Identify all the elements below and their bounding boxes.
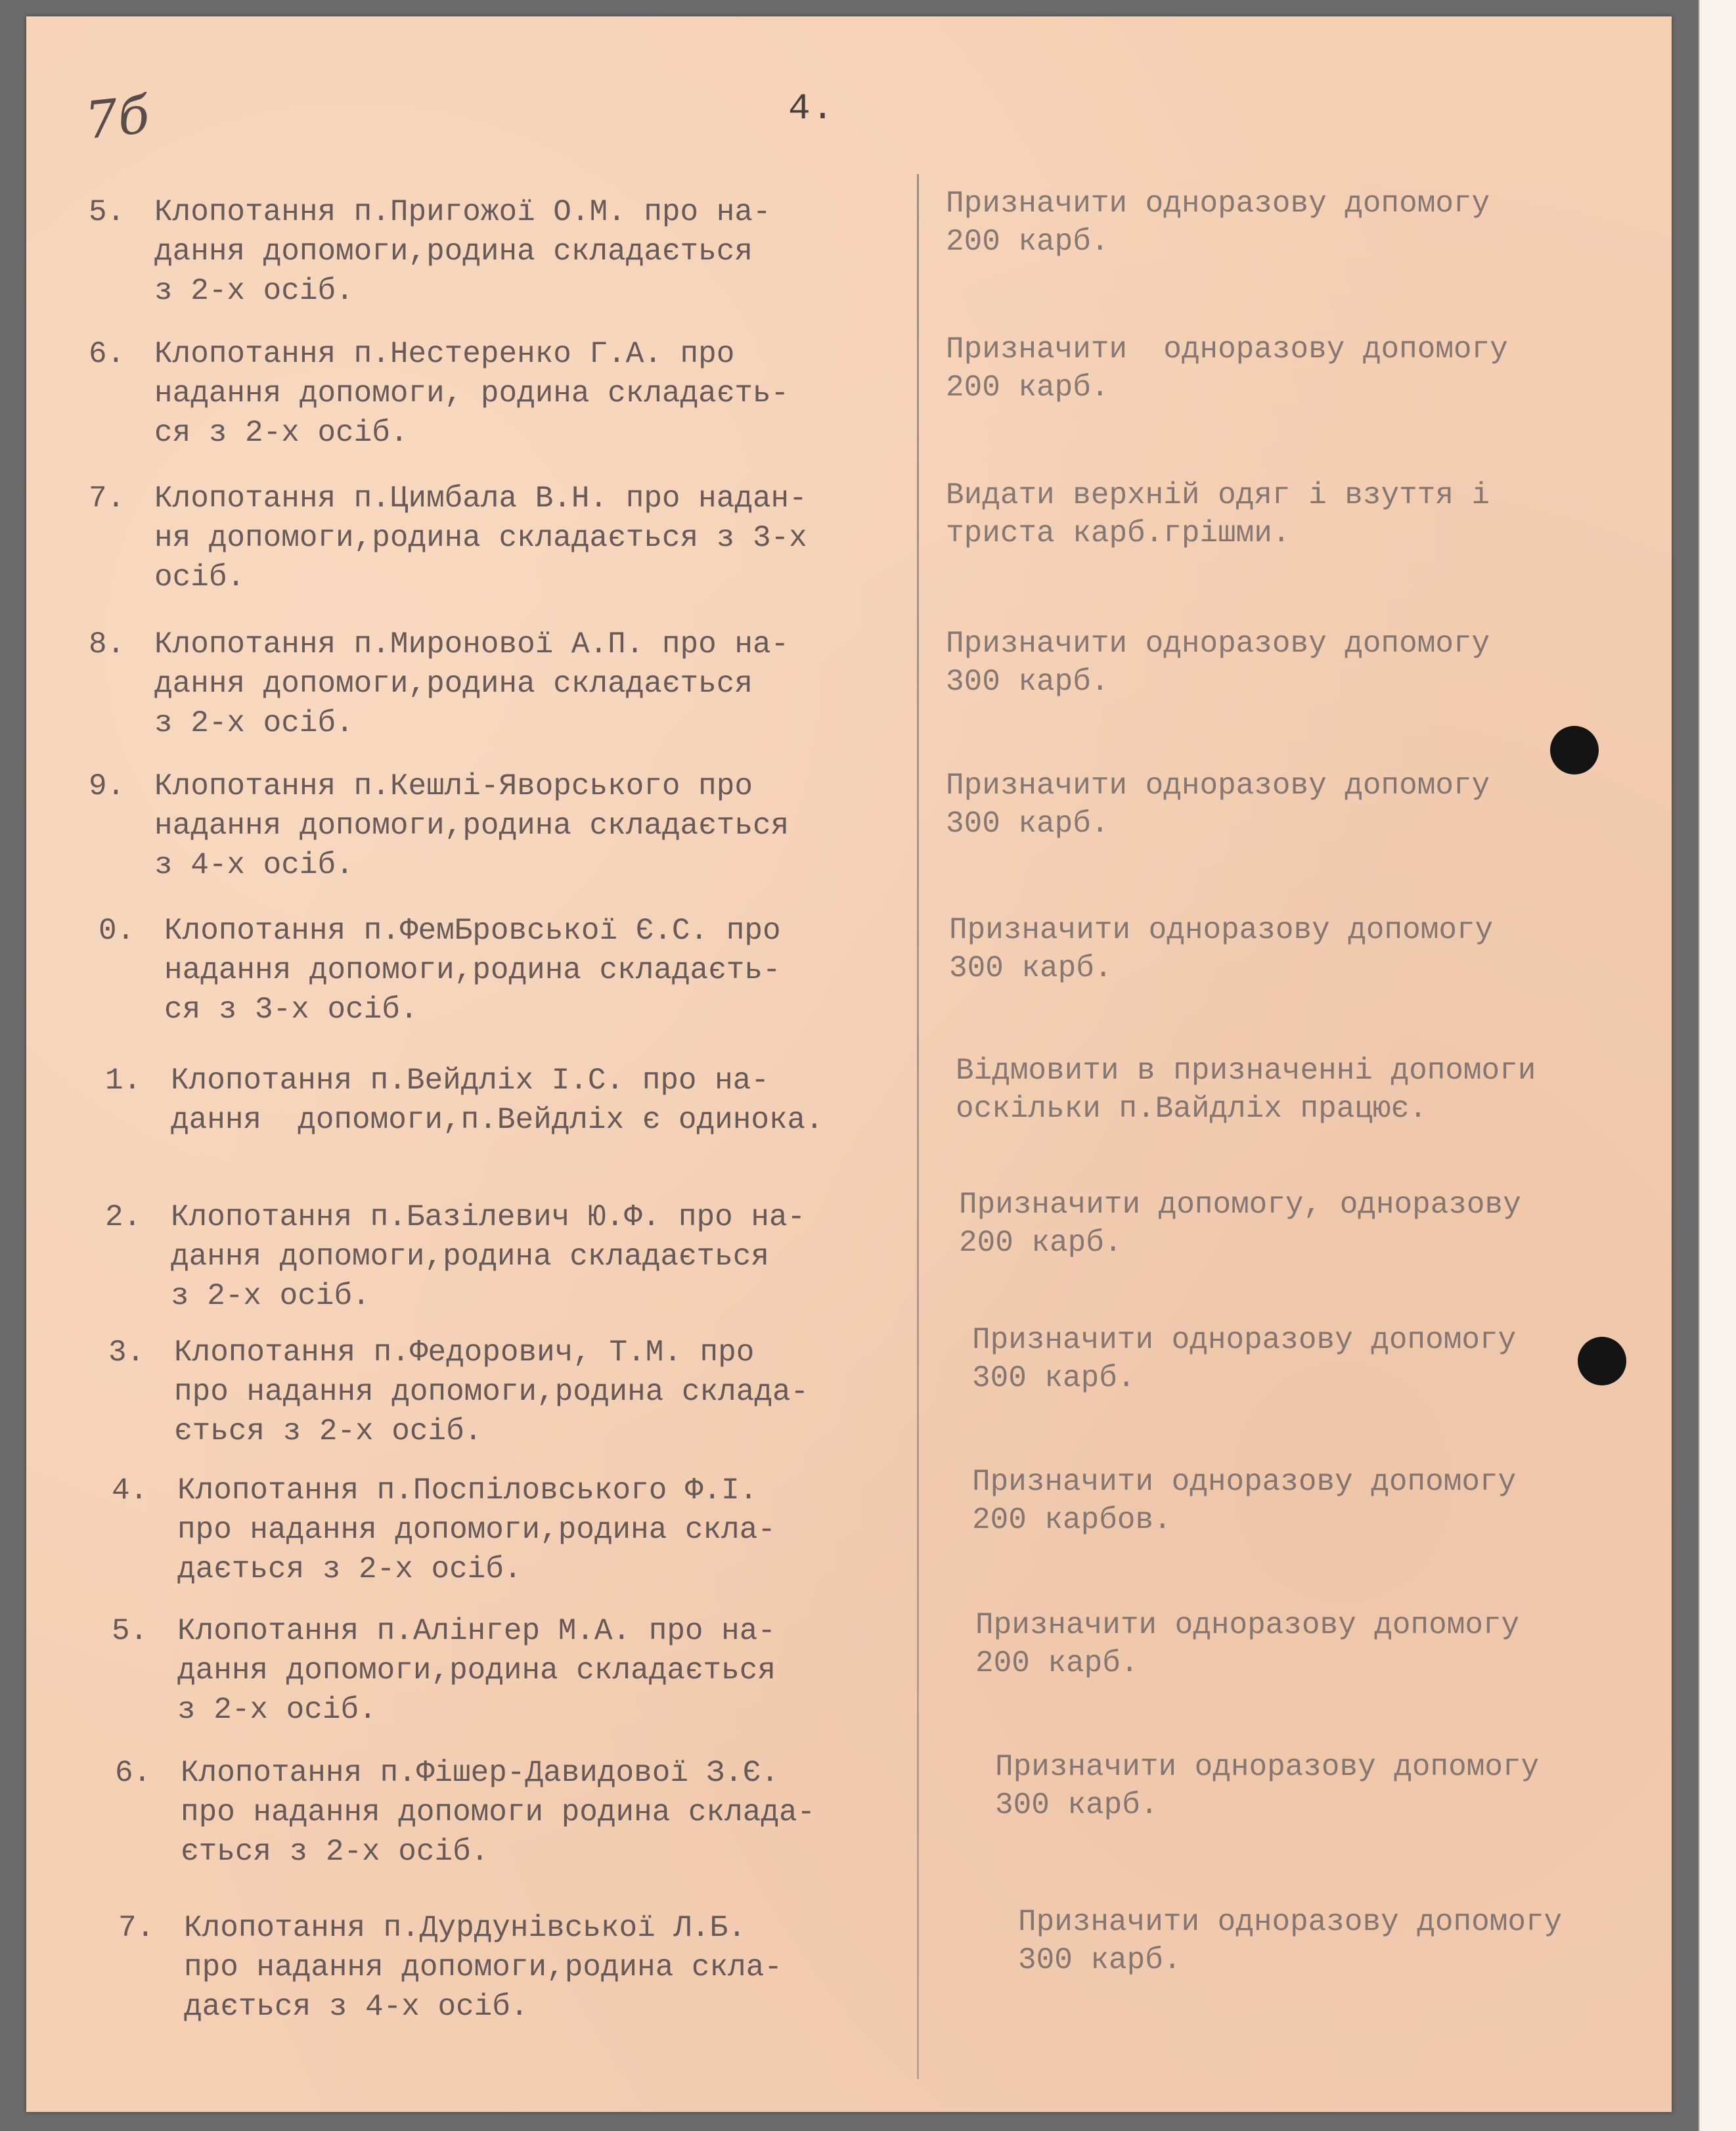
list-item [89,192,771,350]
item-decision: Призначити одноразову допомогу 200 карбов. [972,1465,1517,1537]
list-item [105,1061,824,1219]
item-decision: Відмовити в призначенні допомоги оскільки п.Вайдліх працює. [956,1054,1536,1126]
item-decision: Призначити одноразову допомогу 300 карб. [995,1750,1540,1822]
item-request-text: Клопотання п.Поспіловського Ф.І. про надання допомоги,родина скла- дається з 2-х осіб. [177,1473,776,1586]
item-number: 7. [89,482,125,516]
item-number: 5. [89,195,125,229]
item-number: 3. [108,1335,145,1370]
item-request-text: Клопотання п.Пригожої О.М. про на- дання допомоги,родина складається з 2-х осіб. [154,195,771,308]
list-item [118,1908,782,2066]
item-request-text: Клопотання п.ФемБровської Є.С. про надання допомоги,родина складаєть- ся з 3-х осіб. [164,914,781,1027]
item-number: 7. [118,1911,155,1945]
list-item [89,767,790,924]
item-decision: Призначити одноразову допомогу 300 карб. [972,1323,1517,1395]
item-request-text: Клопотання п.Базілевич Ю.Ф. про на- дання допомоги,родина складається з 2-х осіб. [171,1200,806,1313]
list-item [89,625,790,782]
item-decision: Призначити одноразову допомогу 300 карб. [946,769,1490,841]
item-request-text: Клопотання п.Федорович, Т.М. про про надання допомоги,родина склада- ється з 2-х осіб. [174,1335,809,1448]
list-item [108,1333,809,1491]
item-request-text: Клопотання п.Вейдліх І.С. про на- дання допомоги,п.Вейдліх є одинока. [171,1064,824,1137]
item-request-text: Клопотання п.Миронової А.П. про на- дання допомоги,родина складається з 2-х осіб. [154,627,790,740]
item-decision: Призначити одноразову допомогу 300 карб. [949,913,1494,985]
item-decision: Призначити одноразову допомогу 200 карб. [946,332,1508,405]
item-request-text: Клопотання п.Дурдунівської Л.Б. про надання допомоги,родина скла- дається з 4-х осіб. [184,1911,782,2024]
item-request-text: Клопотання п.Цимбала В.Н. про надан- ня допомоги,родина складається з 3-х осіб. [154,482,807,594]
page-number: 4. [788,87,835,129]
item-number: 5. [112,1614,148,1648]
item-number: 1. [105,1064,142,1098]
item-request-text: Клопотання п.Кешлі-Яворського про надання допомоги,родина складається з 4-х осіб. [154,769,790,882]
item-number: 8. [89,627,125,662]
scan-edge-strip [1699,0,1736,2131]
item-number: 4. [112,1473,148,1508]
item-number: 0. [99,914,135,948]
list-item [89,479,807,637]
punch-hole-lower [1578,1337,1626,1385]
item-decision: Призначити одноразову допомогу 200 карб. [946,187,1490,259]
item-number: 6. [115,1756,152,1790]
column-divider [917,174,919,2079]
list-item [112,1611,776,1769]
document-page [26,16,1672,2112]
item-request-text: Клопотання п.Нестеренко Г.А. про надання допомоги, родина складаєть- ся з 2-х осіб. [154,337,790,450]
item-decision: Призначити одноразову допомогу 300 карб. [1018,1905,1563,1977]
item-request-text: Клопотання п.Фішер-Давидової З.Є. про надання допомоги родина склада- ється з 2-х осіб. [181,1756,816,1869]
list-item [115,1753,816,1911]
item-number: 6. [89,337,125,371]
punch-hole-upper [1550,726,1599,774]
item-number: 9. [89,769,125,803]
item-decision: Видати верхній одяг і взуття і триста карб.грішми. [946,478,1490,550]
item-number: 2. [105,1200,142,1234]
item-decision: Призначити одноразову допомогу 200 карб. [975,1608,1520,1680]
list-item [105,1198,806,1355]
list-item [99,911,781,1069]
item-request-text: Клопотання п.Алінгер М.А. про на- дання допомоги,родина складається з 2-х осіб. [177,1614,776,1727]
list-item [89,334,790,492]
item-decision: Призначити допомогу, одноразову 200 карб. [959,1188,1521,1260]
list-item [112,1471,776,1628]
item-decision: Призначити одноразову допомогу 300 карб. [946,627,1490,699]
archive-folio-mark: 7б [82,85,152,151]
